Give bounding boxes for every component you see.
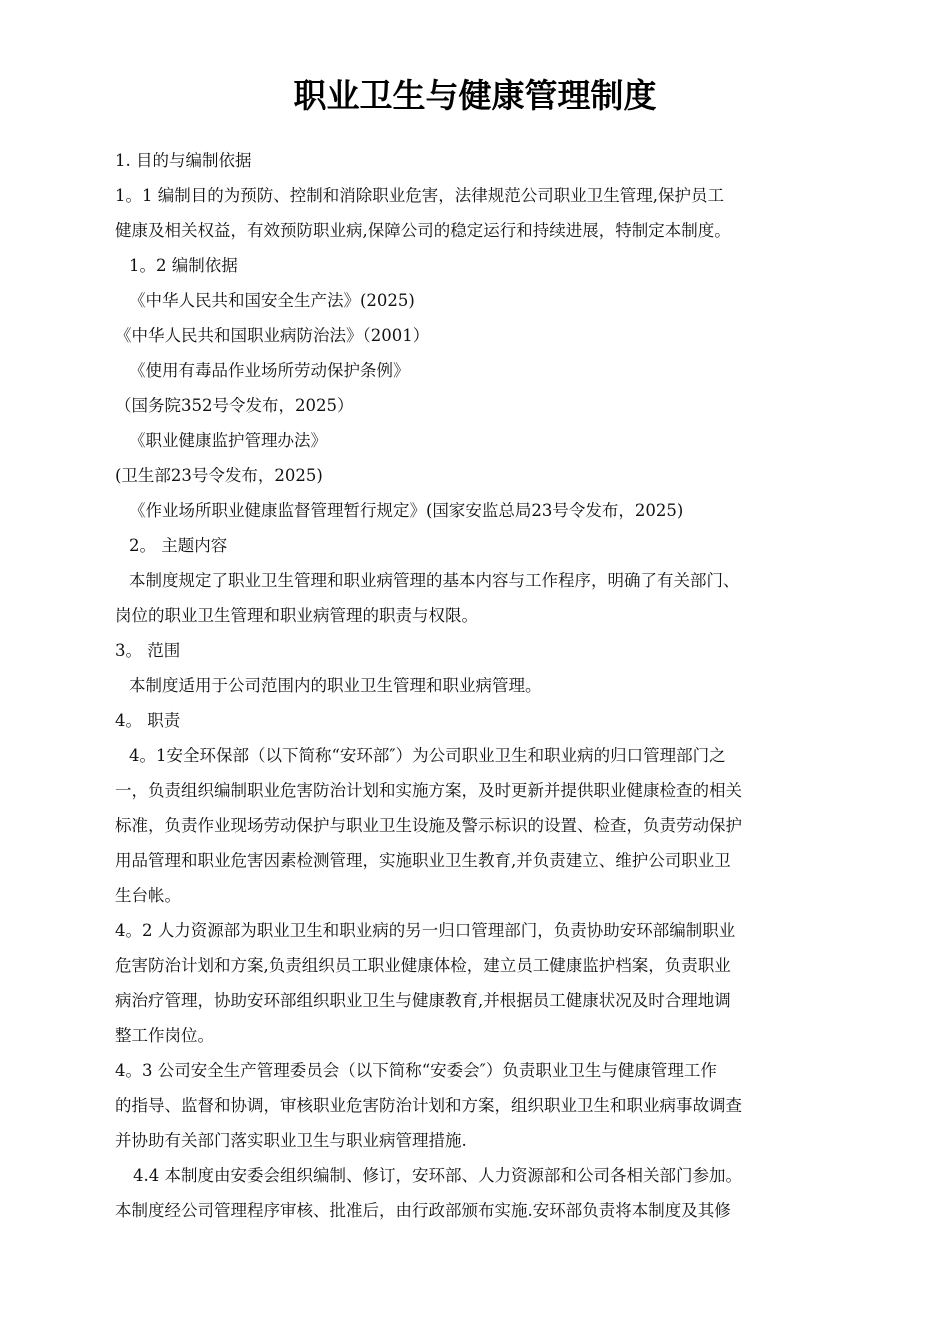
paragraph-line: 4.4 本制度由安委会组织编制、修订，安环部、人力资源部和公司各相关部门参加。	[133, 1166, 742, 1185]
paragraph-line: 岗位的职业卫生管理和职业病管理的职责与权限。	[115, 606, 478, 625]
document-title: 职业卫生与健康管理制度	[293, 76, 657, 115]
paragraph-line: 4。2 人力资源部为职业卫生和职业病的另一归口管理部门，负责协助安环部编制职业	[115, 921, 736, 940]
paragraph-line: 健康及相关权益，有效预防职业病,保障公司的稳定运行和持续进展，特制定本制度。	[115, 221, 731, 240]
section-heading-1: 1. 目的与编制依据	[115, 151, 252, 170]
reference-item: 《中华人民共和国安全生产法》(2025)	[129, 291, 415, 310]
section-heading-4: 4。 职责	[115, 711, 181, 730]
paragraph-line: 1。1 编制目的为预防、控制和消除职业危害，法律规范公司职业卫生管理,保护员工	[115, 186, 724, 205]
document-body	[115, 143, 855, 1228]
paragraph-line: 生台帐。	[115, 886, 181, 905]
paragraph-line: 危害防治计划和方案,负责组织员工职业健康体检，建立员工健康监护档案，负责职业	[115, 956, 731, 975]
reference-item: 《使用有毒品作业场所劳动保护条例》	[129, 361, 410, 380]
reference-item: 《职业健康监护管理办法》	[129, 431, 327, 450]
paragraph-line: 并协助有关部门落实职业卫生与职业病管理措施.	[115, 1131, 467, 1150]
paragraph-line: 本制度经公司管理程序审核、批准后，由行政部颁布实施.安环部负责将本制度及其修	[115, 1201, 731, 1220]
paragraph-line: 4。3 公司安全生产管理委员会（以下简称“安委会″）负责职业卫生与健康管理工作	[115, 1061, 717, 1080]
reference-item: 《作业场所职业健康监督管理暂行规定》(国家安监总局23号令发布，2025)	[129, 501, 684, 520]
reference-note: (卫生部23号令发布，2025)	[115, 466, 323, 485]
reference-item: 《中华人民共和国职业病防治法》（2001）	[115, 326, 430, 345]
paragraph-line: 本制度适用于公司范围内的职业卫生管理和职业病管理。	[129, 676, 542, 695]
reference-note: （国务院352号令发布，2025）	[115, 396, 354, 415]
paragraph-line: 本制度规定了职业卫生管理和职业病管理的基本内容与工作程序，明确了有关部门、	[129, 571, 740, 590]
subsection-heading: 1。2 编制依据	[129, 256, 238, 275]
paragraph-line: 病治疗管理，协助安环部组织职业卫生与健康教育,并根据员工健康状况及时合理地调	[115, 991, 731, 1010]
paragraph-line: 整工作岗位。	[115, 1026, 214, 1045]
paragraph-line: 用品管理和职业危害因素检测管理，实施职业卫生教育,并负责建立、维护公司职业卫	[115, 851, 731, 870]
paragraph-line: 标准，负责作业现场劳动保护与职业卫生设施及警示标识的设置、检查，负责劳动保护	[115, 816, 742, 835]
section-heading-2: 2。 主题内容	[129, 536, 228, 555]
paragraph-line: 4。1安全环保部（以下简称“安环部″）为公司职业卫生和职业病的归口管理部门之	[129, 746, 726, 765]
paragraph-line: 一，负责组织编制职业危害防治计划和实施方案，及时更新并提供职业健康检查的相关	[115, 781, 742, 800]
section-heading-3: 3。 范围	[115, 641, 181, 660]
paragraph-line: 的指导、监督和协调，审核职业危害防治计划和方案，组织职业卫生和职业病事故调查	[115, 1096, 742, 1115]
